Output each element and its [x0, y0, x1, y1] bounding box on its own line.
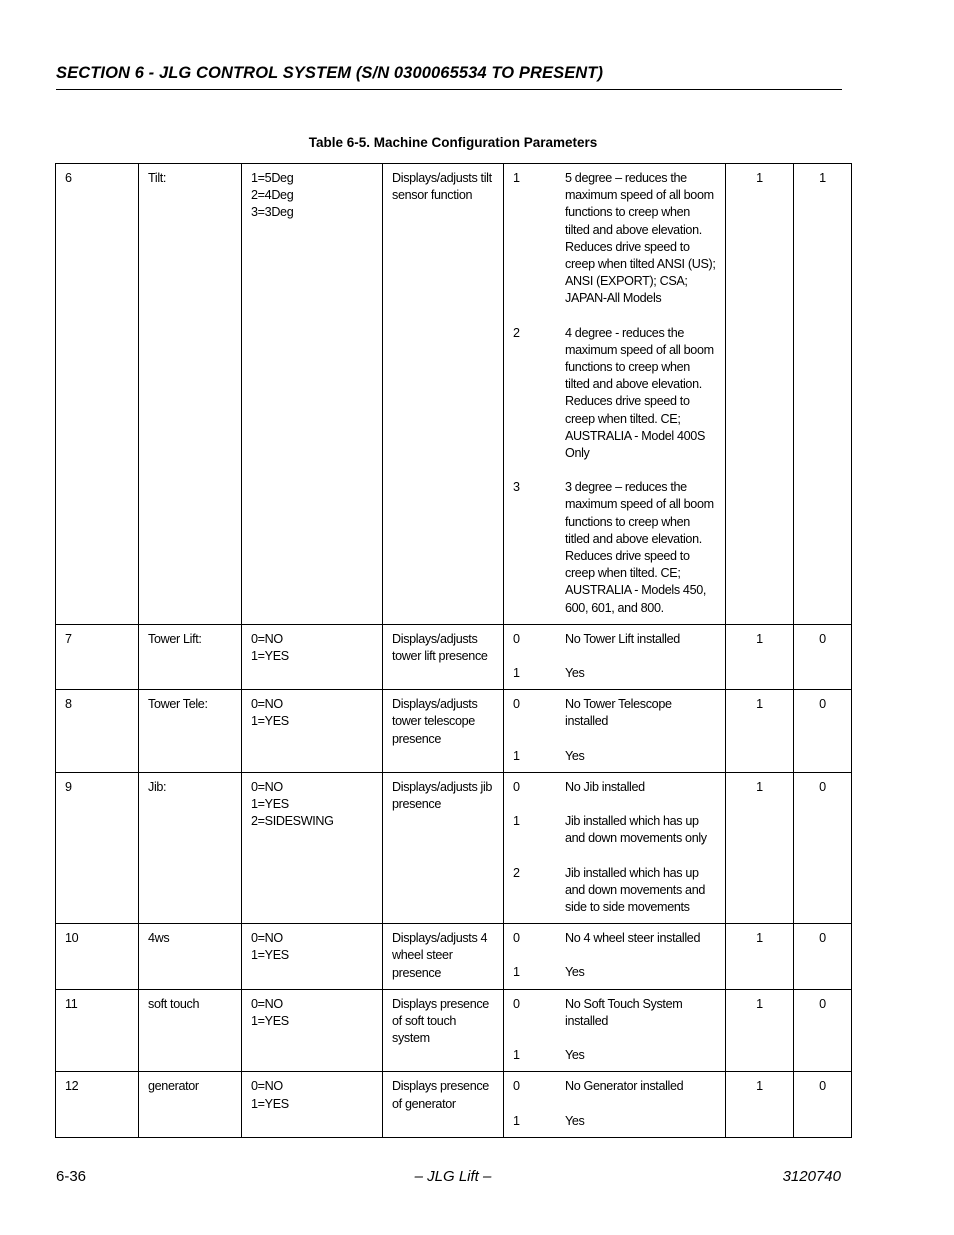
param-options-cell	[504, 624, 726, 689]
param-option	[513, 631, 716, 648]
section-title: SECTION 6 - JLG CONTROL SYSTEM (S/N 0300065534 TO PRESENT)	[56, 64, 604, 82]
param-options-cell	[504, 924, 726, 990]
param-option-value: 1	[513, 965, 520, 980]
param-number: 11	[65, 996, 78, 1011]
param-option	[513, 964, 716, 981]
param-option	[513, 779, 716, 796]
param-options-cell	[504, 164, 726, 625]
param-option-text: Jib installed which has up and down movements and side to side movements	[565, 865, 706, 914]
param-col8-cell	[794, 624, 852, 689]
param-option-value: 0	[513, 931, 520, 946]
param-number-cell	[56, 772, 139, 923]
param-col7-value: 1	[756, 697, 763, 712]
param-description-cell	[383, 624, 504, 689]
param-col8-value: 0	[819, 1079, 826, 1094]
param-range-line: 0=NO	[251, 996, 283, 1011]
param-col7-cell	[726, 690, 794, 773]
param-description-cell	[383, 164, 504, 625]
param-option-text: No Soft Touch System installed	[565, 996, 683, 1028]
param-range-line: 1=YES	[251, 714, 289, 729]
param-range-line: 0=NO	[251, 779, 283, 794]
param-col8-cell	[794, 989, 852, 1072]
table-row	[56, 624, 852, 689]
machine-configuration-table	[55, 163, 852, 1138]
table-row	[56, 772, 852, 923]
param-options-cell	[504, 1072, 726, 1137]
param-range-line: 2=SIDESWING	[251, 814, 334, 829]
param-col7-cell	[726, 1072, 794, 1137]
param-option-value: 1	[513, 748, 520, 763]
param-col8-value: 0	[819, 631, 826, 646]
param-option-text: Yes	[565, 748, 585, 763]
param-option	[513, 748, 716, 765]
param-option-value: 1	[513, 1048, 520, 1063]
param-col8-cell	[794, 690, 852, 773]
param-options-cell	[504, 690, 726, 773]
param-options-cell	[504, 772, 726, 923]
param-col8-cell	[794, 164, 852, 625]
param-option-text: No 4 wheel steer installed	[565, 931, 701, 946]
param-option-text: No Tower Telescope installed	[565, 697, 672, 729]
footer-center-text: – JLG Lift –	[414, 1168, 492, 1185]
param-range-line: 0=NO	[251, 931, 283, 946]
param-col8-value: 1	[819, 171, 826, 185]
param-name-cell	[139, 690, 242, 773]
param-name-cell	[139, 772, 242, 923]
param-col7-value: 1	[756, 996, 763, 1011]
param-option-text: No Tower Lift installed	[565, 631, 680, 646]
param-number: 10	[65, 931, 79, 946]
param-description: Displays presence of generator	[392, 1079, 489, 1111]
param-option-text: 4 degree - reduces the maximum speed of all boom functions to creep when tilted and above elevation. Reduces drive speed to creep when tilted. CE; AUSTRALIA - Model 400S Only	[565, 325, 714, 461]
page-number: 6-36	[56, 1168, 87, 1185]
param-description-cell	[383, 1072, 504, 1137]
table-row	[56, 1072, 852, 1137]
param-option	[513, 1113, 716, 1130]
param-option-value: 1	[513, 171, 520, 185]
param-range-line: 1=YES	[251, 797, 289, 812]
param-col8-value: 0	[819, 931, 826, 946]
param-range-cell	[242, 690, 383, 773]
param-number: 8	[65, 697, 72, 712]
param-number-cell	[56, 690, 139, 773]
param-number-cell	[56, 164, 139, 625]
param-range-line: 0=NO	[251, 1079, 283, 1094]
param-option	[513, 865, 716, 917]
param-range-cell	[242, 772, 383, 923]
param-option-value: 1	[513, 1113, 520, 1128]
param-option	[513, 665, 716, 682]
param-description: Displays/adjusts 4 wheel steer presence	[392, 931, 488, 980]
table-caption: Table 6-5. Machine Configuration Parameters	[308, 135, 598, 150]
param-options-cell	[504, 989, 726, 1072]
param-option-value: 2	[513, 865, 520, 880]
param-number-cell	[56, 1072, 139, 1137]
param-option	[513, 996, 716, 1030]
table-row	[56, 989, 852, 1072]
param-number-cell	[56, 624, 139, 689]
param-option	[513, 479, 716, 617]
table-body	[56, 164, 852, 1138]
param-option-value: 1	[513, 666, 520, 681]
param-option-text: 3 degree – reduces the maximum speed of all boom functions to creep when titled and above elevation. Reduces drive speed to creep when tilted. CE; AUSTRALIA - Models 450, 600, 601, and 800.	[565, 480, 714, 615]
param-name: Tower Lift:	[148, 631, 202, 646]
param-name-cell	[139, 164, 242, 625]
header-rule	[56, 89, 842, 90]
param-option	[513, 813, 716, 847]
param-range-line: 1=5Deg	[251, 171, 294, 185]
param-range-line: 1=YES	[251, 649, 289, 664]
param-col7-value: 1	[756, 631, 763, 646]
param-col7-value: 1	[756, 1079, 763, 1094]
table-row	[56, 164, 852, 625]
param-option-text: Jib installed which has up and down movements only	[565, 814, 707, 846]
param-name: Tower Tele:	[148, 697, 208, 712]
param-description-cell	[383, 772, 504, 923]
document-number: 3120740	[782, 1168, 841, 1185]
param-range-cell	[242, 924, 383, 990]
param-col7-cell	[726, 164, 794, 625]
param-option-value: 2	[513, 325, 520, 340]
table-row	[56, 924, 852, 990]
param-range-line: 1=YES	[251, 1013, 289, 1028]
param-option-value: 0	[513, 1079, 520, 1094]
param-option-text: Yes	[565, 965, 585, 980]
param-option-value: 0	[513, 779, 520, 794]
param-number: 9	[65, 779, 72, 794]
param-col8-value: 0	[819, 697, 826, 712]
param-col8-cell	[794, 924, 852, 990]
param-col7-cell	[726, 772, 794, 923]
param-name: Tilt:	[148, 171, 167, 185]
param-range-cell	[242, 1072, 383, 1137]
param-name-cell	[139, 624, 242, 689]
param-description-cell	[383, 924, 504, 990]
param-option-text: 5 degree – reduces the maximum speed of all boom functions to creep when tilted and above elevation. Reduces drive speed to creep when tilted ANSI (US); ANSI (EXPORT); CSA; JAPAN-All Models	[565, 171, 716, 306]
param-col8-value: 0	[819, 779, 826, 794]
param-description-cell	[383, 989, 504, 1072]
param-option	[513, 696, 716, 730]
param-option-value: 0	[513, 697, 520, 712]
param-col7-value: 1	[756, 779, 763, 794]
param-option-value: 3	[513, 480, 520, 495]
param-range-line: 0=NO	[251, 697, 283, 712]
param-name-cell	[139, 924, 242, 990]
param-number-cell	[56, 924, 139, 990]
param-name: 4ws	[148, 931, 170, 946]
param-col8-cell	[794, 1072, 852, 1137]
param-range-line: 0=NO	[251, 631, 283, 646]
param-col7-cell	[726, 924, 794, 990]
param-range-line: 1=YES	[251, 1096, 289, 1111]
param-number-cell	[56, 989, 139, 1072]
param-col8-value: 0	[819, 996, 826, 1011]
param-col7-cell	[726, 989, 794, 1072]
param-option	[513, 325, 716, 463]
param-option	[513, 1078, 716, 1095]
table-row	[56, 690, 852, 773]
param-col7-value: 1	[756, 171, 763, 185]
param-description: Displays/adjusts tower lift presence	[392, 631, 488, 664]
param-description: Displays/adjusts jib presence	[392, 779, 493, 812]
param-description: Displays/adjusts tilt sensor function	[392, 171, 492, 203]
param-range-cell	[242, 989, 383, 1072]
param-col8-cell	[794, 772, 852, 923]
param-description: Displays presence of soft touch system	[392, 996, 489, 1046]
param-range-line: 1=YES	[251, 948, 289, 963]
param-option-text: Yes	[565, 666, 585, 681]
param-col7-cell	[726, 624, 794, 689]
param-name: generator	[148, 1079, 199, 1094]
param-number: 6	[65, 171, 72, 185]
param-number: 12	[65, 1079, 79, 1094]
param-range-line: 2=4Deg	[251, 188, 294, 203]
param-description: Displays/adjusts tower telescope presence	[392, 697, 478, 746]
param-name-cell	[139, 989, 242, 1072]
param-option-text: No Generator installed	[565, 1079, 684, 1094]
param-description-cell	[383, 690, 504, 773]
param-number: 7	[65, 631, 72, 646]
param-option-value: 0	[513, 996, 520, 1011]
param-range-line: 3=3Deg	[251, 205, 294, 220]
param-range-cell	[242, 624, 383, 689]
param-option	[513, 1047, 716, 1064]
param-option-value: 1	[513, 814, 520, 829]
param-option-text: Yes	[565, 1113, 585, 1128]
param-option	[513, 170, 716, 308]
param-option-text: No Jib installed	[565, 779, 645, 794]
param-name: Jib:	[148, 779, 167, 794]
param-name: soft touch	[148, 996, 200, 1011]
param-option	[513, 930, 716, 947]
param-name-cell	[139, 1072, 242, 1137]
param-col7-value: 1	[756, 931, 763, 946]
param-option-value: 0	[513, 631, 520, 646]
param-option-text: Yes	[565, 1048, 585, 1063]
param-range-cell	[242, 164, 383, 625]
